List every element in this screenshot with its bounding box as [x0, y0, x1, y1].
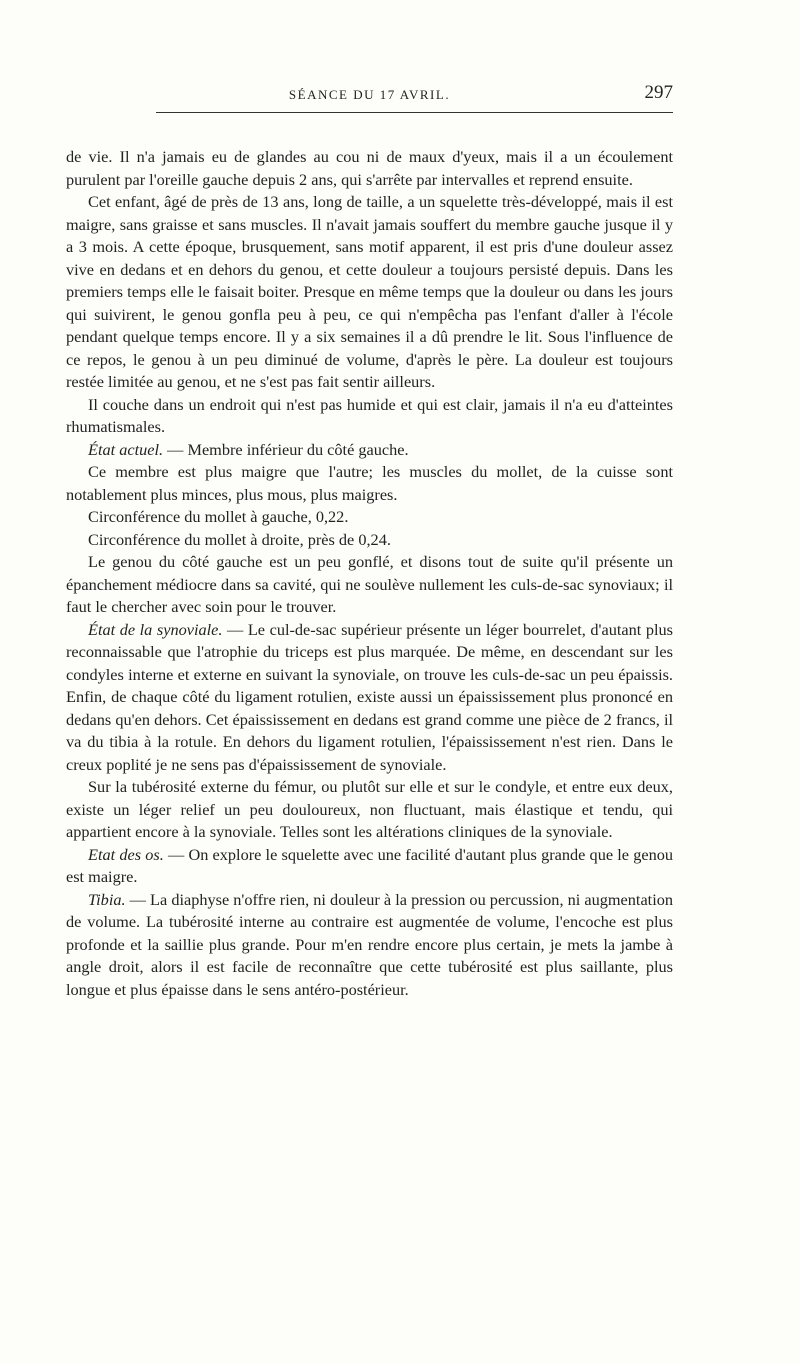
paragraph: [66, 529, 673, 552]
paragraph-lead: Etat des os.: [88, 844, 164, 864]
book-page: [66, 82, 673, 999]
paragraph: [66, 394, 673, 439]
paragraph: [66, 844, 673, 889]
paragraph: [66, 551, 673, 619]
paragraph: [66, 506, 673, 529]
paragraph: [66, 461, 673, 506]
paragraph-text: Il couche dans un endroit qui n'est pas humide et qui est clair, jamais il n'a eu d'atteintes rhumatismales.: [66, 394, 673, 436]
running-title: SÉANCE DU 17 AVRIL.: [288, 87, 451, 102]
paragraph-text: — Le cul-de-sac supérieur présente un léger bourrelet, d'autant plus reconnaissable que l'atrophie du triceps est plus marquée. De même, en descendant sur les condyles interne et externe en suivant la synoviale, on trouve les culs-de-sac un peu épaissis. Enfin, de chaque côté du ligament rotulien, existe aussi un épaississement plus prononcé en dedans qu'en dehors. Cet épaississement en dedans est grand comme une pièce de 2 francs, il va du tibia à la rotule. En dehors du ligament rotulien, l'épaississement n'est rien. Dans le creux poplité je ne sens pas d'épaississement de synoviale.: [66, 619, 673, 774]
paragraph-text: — Membre inférieur du côté gauche.: [163, 439, 409, 459]
paragraph-text: Sur la tubérosité externe du fémur, ou plutôt sur elle et sur le condyle, et entre eux deux, existe un léger relief un peu douloureux, non fluctuant, mais élastique et tendu, qui appartient encore à la synoviale. Telles sont les altérations cliniques de la synoviale.: [66, 777, 673, 841]
paragraph: [66, 619, 673, 777]
paragraph-text: Circonférence du mollet à gauche, 0,22.: [88, 507, 349, 526]
page-number: 297: [644, 82, 673, 103]
paragraph-text: Le genou du côté gauche est un peu gonflé, et disons tout de suite qu'il présente un épanchement médiocre dans sa cavité, qui ne soulève nullement les culs-de-sac synoviaux; il faut le chercher avec soin pour le trouver.: [66, 552, 673, 616]
paragraph-text: Circonférence du mollet à droite, près de 0,24.: [88, 529, 391, 549]
paragraph: [66, 146, 673, 191]
paragraph-lead: Tibia.: [88, 889, 126, 909]
paragraph-text: — On explore le squelette avec une facilité d'autant plus grande que le genou est maigre.: [66, 844, 673, 886]
paragraph-text: Cet enfant, âgé de près de 13 ans, long de taille, a un squelette très-développé, mais il est maigre, sans graisse et sans muscles. Il n'avait jamais souffert du membre gauche jusque il y a 3 mois. A cette époque, brusquement, sans motif apparent, il est pris d'une douleur assez vive en dedans et en dehors du genou, et cette douleur a toujours persisté depuis. Dans les premiers temps elle le faisait boiter. Presque en même temps que la douleur ou dans les jours qui suivirent, le genou gonfla peu à peu, ce qui n'empêcha pas l'enfant d'aller à l'école pendant quelque temps encore. Il y a six semaines il a dû prendre le lit. Sous l'influence de ce repos, le genou à un peu diminué de volume, d'après le père. La douleur est toujours restée limitée au genou, et ne s'est pas fait sentir ailleurs.: [66, 192, 673, 391]
header-rule: [156, 112, 673, 113]
paragraph-text: Ce membre est plus maigre que l'autre; les muscles du mollet, de la cuisse sont notablement plus minces, plus mous, plus maigres.: [66, 462, 673, 504]
running-head: [66, 82, 673, 108]
paragraph-text: — La diaphyse n'offre rien, ni douleur à la pression ou percussion, ni augmentation de volume. La tubérosité interne au contraire est augmentée de volume, l'encoche est plus profonde et la saillie plus grande. Pour m'en rendre encore plus certain, je mets la jambe à angle droit, alors il est facile de reconnaître que cette tubérosité est plus saillante, plus longue et plus épaisse dans le sens antéro-postérieur.: [66, 889, 673, 999]
body-text: [66, 146, 673, 1001]
paragraph: [66, 776, 673, 844]
paragraph-text: de vie. Il n'a jamais eu de glandes au cou ni de maux d'yeux, mais il a un écoulement purulent par l'oreille gauche depuis 2 ans, qui s'arrête par intervalles et reprend ensuite.: [66, 147, 673, 189]
paragraph-lead: État de la synoviale.: [88, 619, 223, 639]
paragraph: [66, 191, 673, 394]
paragraph-lead: État actuel.: [88, 439, 164, 459]
paragraph: [66, 439, 673, 462]
paragraph: [66, 889, 673, 1002]
